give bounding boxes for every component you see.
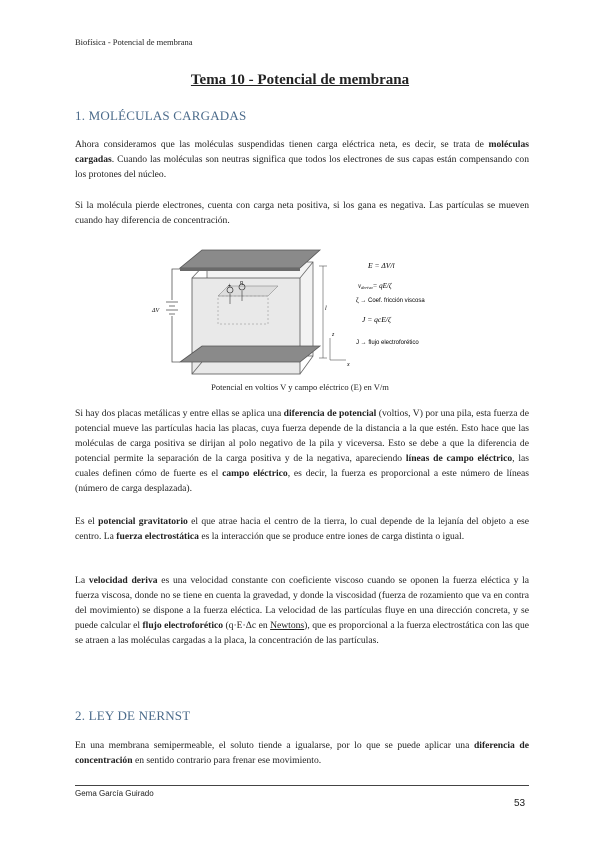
paragraph-nernst: En una membrana semipermeable, el soluto tiende a igualarse, por lo que se puede aplicar una diferencia de concentración en sentido contrario para frenar ese movimiento. bbox=[75, 740, 529, 766]
footer-author: Gema García Guirado bbox=[75, 789, 154, 798]
paragraph-potential-difference: Si hay dos placas metálicas y entre ellas se aplica una diferencia de potencial (voltios, V) por una pila, esta fuerza de potencial mueve las partículas hacia las placas, cuya fuerza depende de la distancia a la que estén. Esto hace que las moléculas de carga positiva se dirijan al polo negativo de la pila y viceversa. Esto se debe a que la diferencia de potencial permite la separación de la carga positiva y de la negativa, apareciendo líneas de campo eléctrico, las cuales definen cómo de fuerte es el campo eléctrico, es decir, la fuerza es proporcional a este número de líneas (número de carga desplazada). bbox=[75, 408, 529, 494]
equation-friction: ζ → Coef. fricción viscosa bbox=[356, 298, 425, 304]
section-heading-moleculas-cargadas: 1. MOLÉCULAS CARGADAS bbox=[75, 108, 247, 123]
footer-divider bbox=[75, 785, 529, 786]
z-label: z bbox=[332, 332, 335, 338]
equation-flux: J = qcE/ζ bbox=[362, 315, 391, 324]
equation-flux-label: J → flujo electroforético bbox=[356, 340, 419, 346]
page-number: 53 bbox=[514, 798, 526, 809]
paragraph-drift-velocity: La velocidad deriva es una velocidad constante con coeficiente viscoso cuando se oponen la fuerza eléctica y la fuerza viscosa, donde no se tiene en cuenta la gravedad, y donde la viscosidad (fuerza de rozamiento que va en contra del movimiento) se dispone a la fuerza eléctica. La velocidad de las partículas fluye en una dirección concreta, y se puede calcular el flujo electroforético (q·E·Δc en Newtons), que es proporcional a la fuerza electrostática con las que se atraen a las moléculas cargadas a la placa, la concentración de las partículas. bbox=[75, 575, 530, 646]
equation-drift-velocity: vderiva= qE/ζ bbox=[358, 282, 392, 290]
bottom-plate bbox=[180, 346, 320, 362]
battery-circuit bbox=[166, 269, 180, 362]
page-title: Tema 10 - Potencial de membrana bbox=[190, 72, 410, 88]
equation-field: E = ΔV/l bbox=[368, 261, 395, 270]
l-label: l bbox=[325, 306, 327, 312]
electric-field-diagram bbox=[150, 238, 460, 378]
delta-v-label: ΔV bbox=[152, 308, 160, 314]
charge-plus-label: + bbox=[228, 283, 231, 289]
running-header: Biofísica - Potencial de membrana bbox=[75, 37, 193, 47]
figure-caption: Potencial en voltios V y campo eléctrico (E) en V/m bbox=[211, 382, 389, 392]
paragraph-gravitational: Es el potencial gravitatorio el que atrae hacia el centro de la tierra, lo cual depende de la lejanía del objeto a ese centro. La fuerza electrostática es la interacción que se produce entre iones de carga distinta o igual. bbox=[75, 516, 529, 542]
x-label: x bbox=[347, 362, 350, 368]
paragraph-electrons: Si la molécula pierde electrones, cuenta con carga neta positiva, si los gana es negativa. Las partículas se mueven cuando hay diferencia de concentración. bbox=[75, 200, 529, 226]
charge-q-label: q bbox=[240, 280, 243, 286]
top-plate bbox=[180, 250, 320, 268]
section-heading-ley-nernst: 2. LEY DE NERNST bbox=[75, 708, 191, 723]
paragraph-intro: Ahora consideramos que las moléculas suspendidas tienen carga eléctrica neta, es decir, se trata de moléculas cargadas. Cuando las moléculas son neutras significa que todos los electrones de sus capas están compensando con los protones del núcleo. bbox=[75, 139, 529, 180]
